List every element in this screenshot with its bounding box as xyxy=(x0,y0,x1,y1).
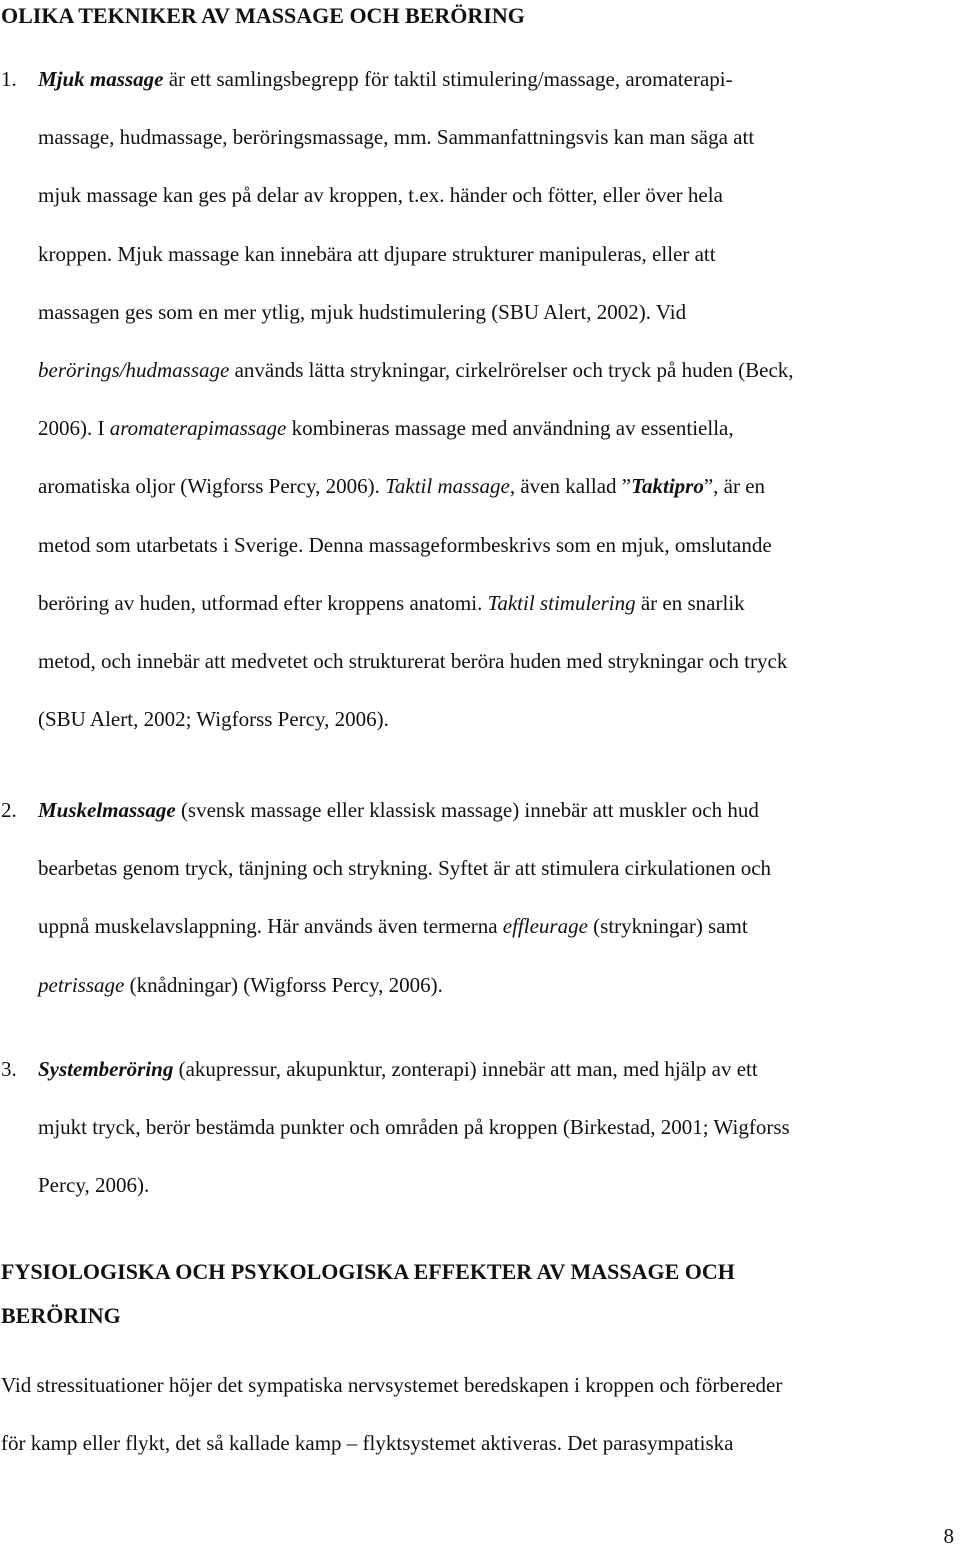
list-item-line xyxy=(38,973,443,998)
text-run: mjukt tryck, berör bestämda punkter och områden på kroppen (Birkestad, 2001; Wigforss xyxy=(38,1115,790,1140)
text-run: används lätta strykningar, cirkelrörelser och tryck på huden (Beck, xyxy=(229,358,794,382)
text-run: kroppen. Mjuk massage kan innebära att djupare strukturer manipuleras, eller att xyxy=(38,241,716,266)
text-run: (svensk massage eller klassisk massage) innebär att muskler och hud xyxy=(175,798,759,822)
text-run: (SBU Alert, 2002; Wigforss Percy, 2006). xyxy=(38,707,389,732)
term-italic: effleurage xyxy=(502,914,588,939)
page-number: 8 xyxy=(943,1524,954,1548)
text-run: kombineras massage med användning av essentiella, xyxy=(286,416,734,441)
text-run: är ett samlingsbegrepp för taktil stimulering/massage, aromaterapi- xyxy=(163,67,733,91)
term-italic: aromaterapimassage xyxy=(109,416,287,441)
list-item-line xyxy=(38,474,765,499)
list-item-line xyxy=(38,67,733,92)
list-item-line xyxy=(38,125,754,150)
paragraph-line: för kamp eller flykt, det så kallade kamp – flyktsystemet aktiveras. Det parasympatiska xyxy=(1,1431,734,1455)
list-number: 2. xyxy=(1,798,17,822)
text-run: (knådningar) (Wigforss Percy, 2006). xyxy=(124,972,443,997)
text-run: Percy, 2006). xyxy=(38,1173,150,1198)
term-bold: Taktipro xyxy=(631,474,704,499)
text-run: uppnå muskelavslappning. Här används även termerna xyxy=(38,914,503,939)
paragraph-line: Vid stressituationer höjer det sympatiska nervsystemet beredskapen i kroppen och förbereder xyxy=(1,1373,783,1397)
section-heading-2-line2: BERÖRING xyxy=(1,1303,121,1328)
term-italic: berörings/hudmassage xyxy=(38,358,230,382)
section-heading-2-line1: FYSIOLOGISKA OCH PSYKOLOGISKA EFFEKTER AV MASSAGE OCH xyxy=(1,1259,735,1284)
list-item-line xyxy=(38,300,686,325)
term-bold: Mjuk massage xyxy=(38,67,164,91)
text-run: (akupressur, akupunktur, zonterapi) innebär att man, med hjälp av ett xyxy=(173,1057,758,1081)
list-item-line xyxy=(38,183,723,208)
section-heading: OLIKA TEKNIKER AV MASSAGE OCH BERÖRING xyxy=(1,3,525,28)
list-item-line xyxy=(38,798,759,823)
list-item-line xyxy=(38,1173,149,1198)
list-item-line xyxy=(38,649,787,674)
text-run: metod, och innebär att medvetet och strukturerat beröra huden med strykningar och tryck xyxy=(38,649,788,673)
list-item-line xyxy=(38,358,794,383)
list-number: 3. xyxy=(1,1057,17,1081)
text-run: bearbetas genom tryck, tänjning och strykning. Syftet är att stimulera cirkulationen och xyxy=(38,856,772,881)
text-run: 2006). I xyxy=(38,416,110,441)
text-run: ”, är en xyxy=(703,474,766,499)
text-run: aromatiska oljor (Wigforss Percy, 2006). xyxy=(38,474,386,499)
list-item-line xyxy=(38,533,772,558)
text-run: mjuk massage kan ges på delar av kroppen, t.ex. händer och fötter, eller över hela xyxy=(38,183,723,208)
list-item-line xyxy=(38,856,771,881)
term-italic: petrissage xyxy=(38,972,125,997)
list-item-line xyxy=(38,1057,758,1082)
list-item-line xyxy=(38,914,748,939)
list-item-line xyxy=(38,242,716,267)
text-run: (strykningar) samt xyxy=(587,914,748,939)
term-bold: Systemberöring xyxy=(38,1057,174,1081)
text-run: är en snarlik xyxy=(635,590,745,615)
list-item-line xyxy=(38,707,389,732)
text-run: , även kallad ” xyxy=(509,474,632,499)
text-run: beröring av huden, utformad efter kroppens anatomi. xyxy=(38,590,488,615)
text-run: metod som utarbetats i Sverige. Denna massageformbeskrivs som en mjuk, omslutande xyxy=(38,532,772,557)
text-run: massage, hudmassage, beröringsmassage, mm. Sammanfattningsvis kan man säga att xyxy=(38,125,755,150)
text-run: massagen ges som en mer ytlig, mjuk hudstimulering (SBU Alert, 2002). Vid xyxy=(38,299,687,324)
term-italic: Taktil stimulering xyxy=(487,590,636,615)
list-item-line xyxy=(38,416,734,441)
list-item-line xyxy=(38,1115,790,1140)
list-item-line xyxy=(38,591,745,616)
term-bold: Muskelmassage xyxy=(38,798,176,822)
term-italic: Taktil massage xyxy=(385,474,510,499)
list-number: 1. xyxy=(1,67,17,91)
